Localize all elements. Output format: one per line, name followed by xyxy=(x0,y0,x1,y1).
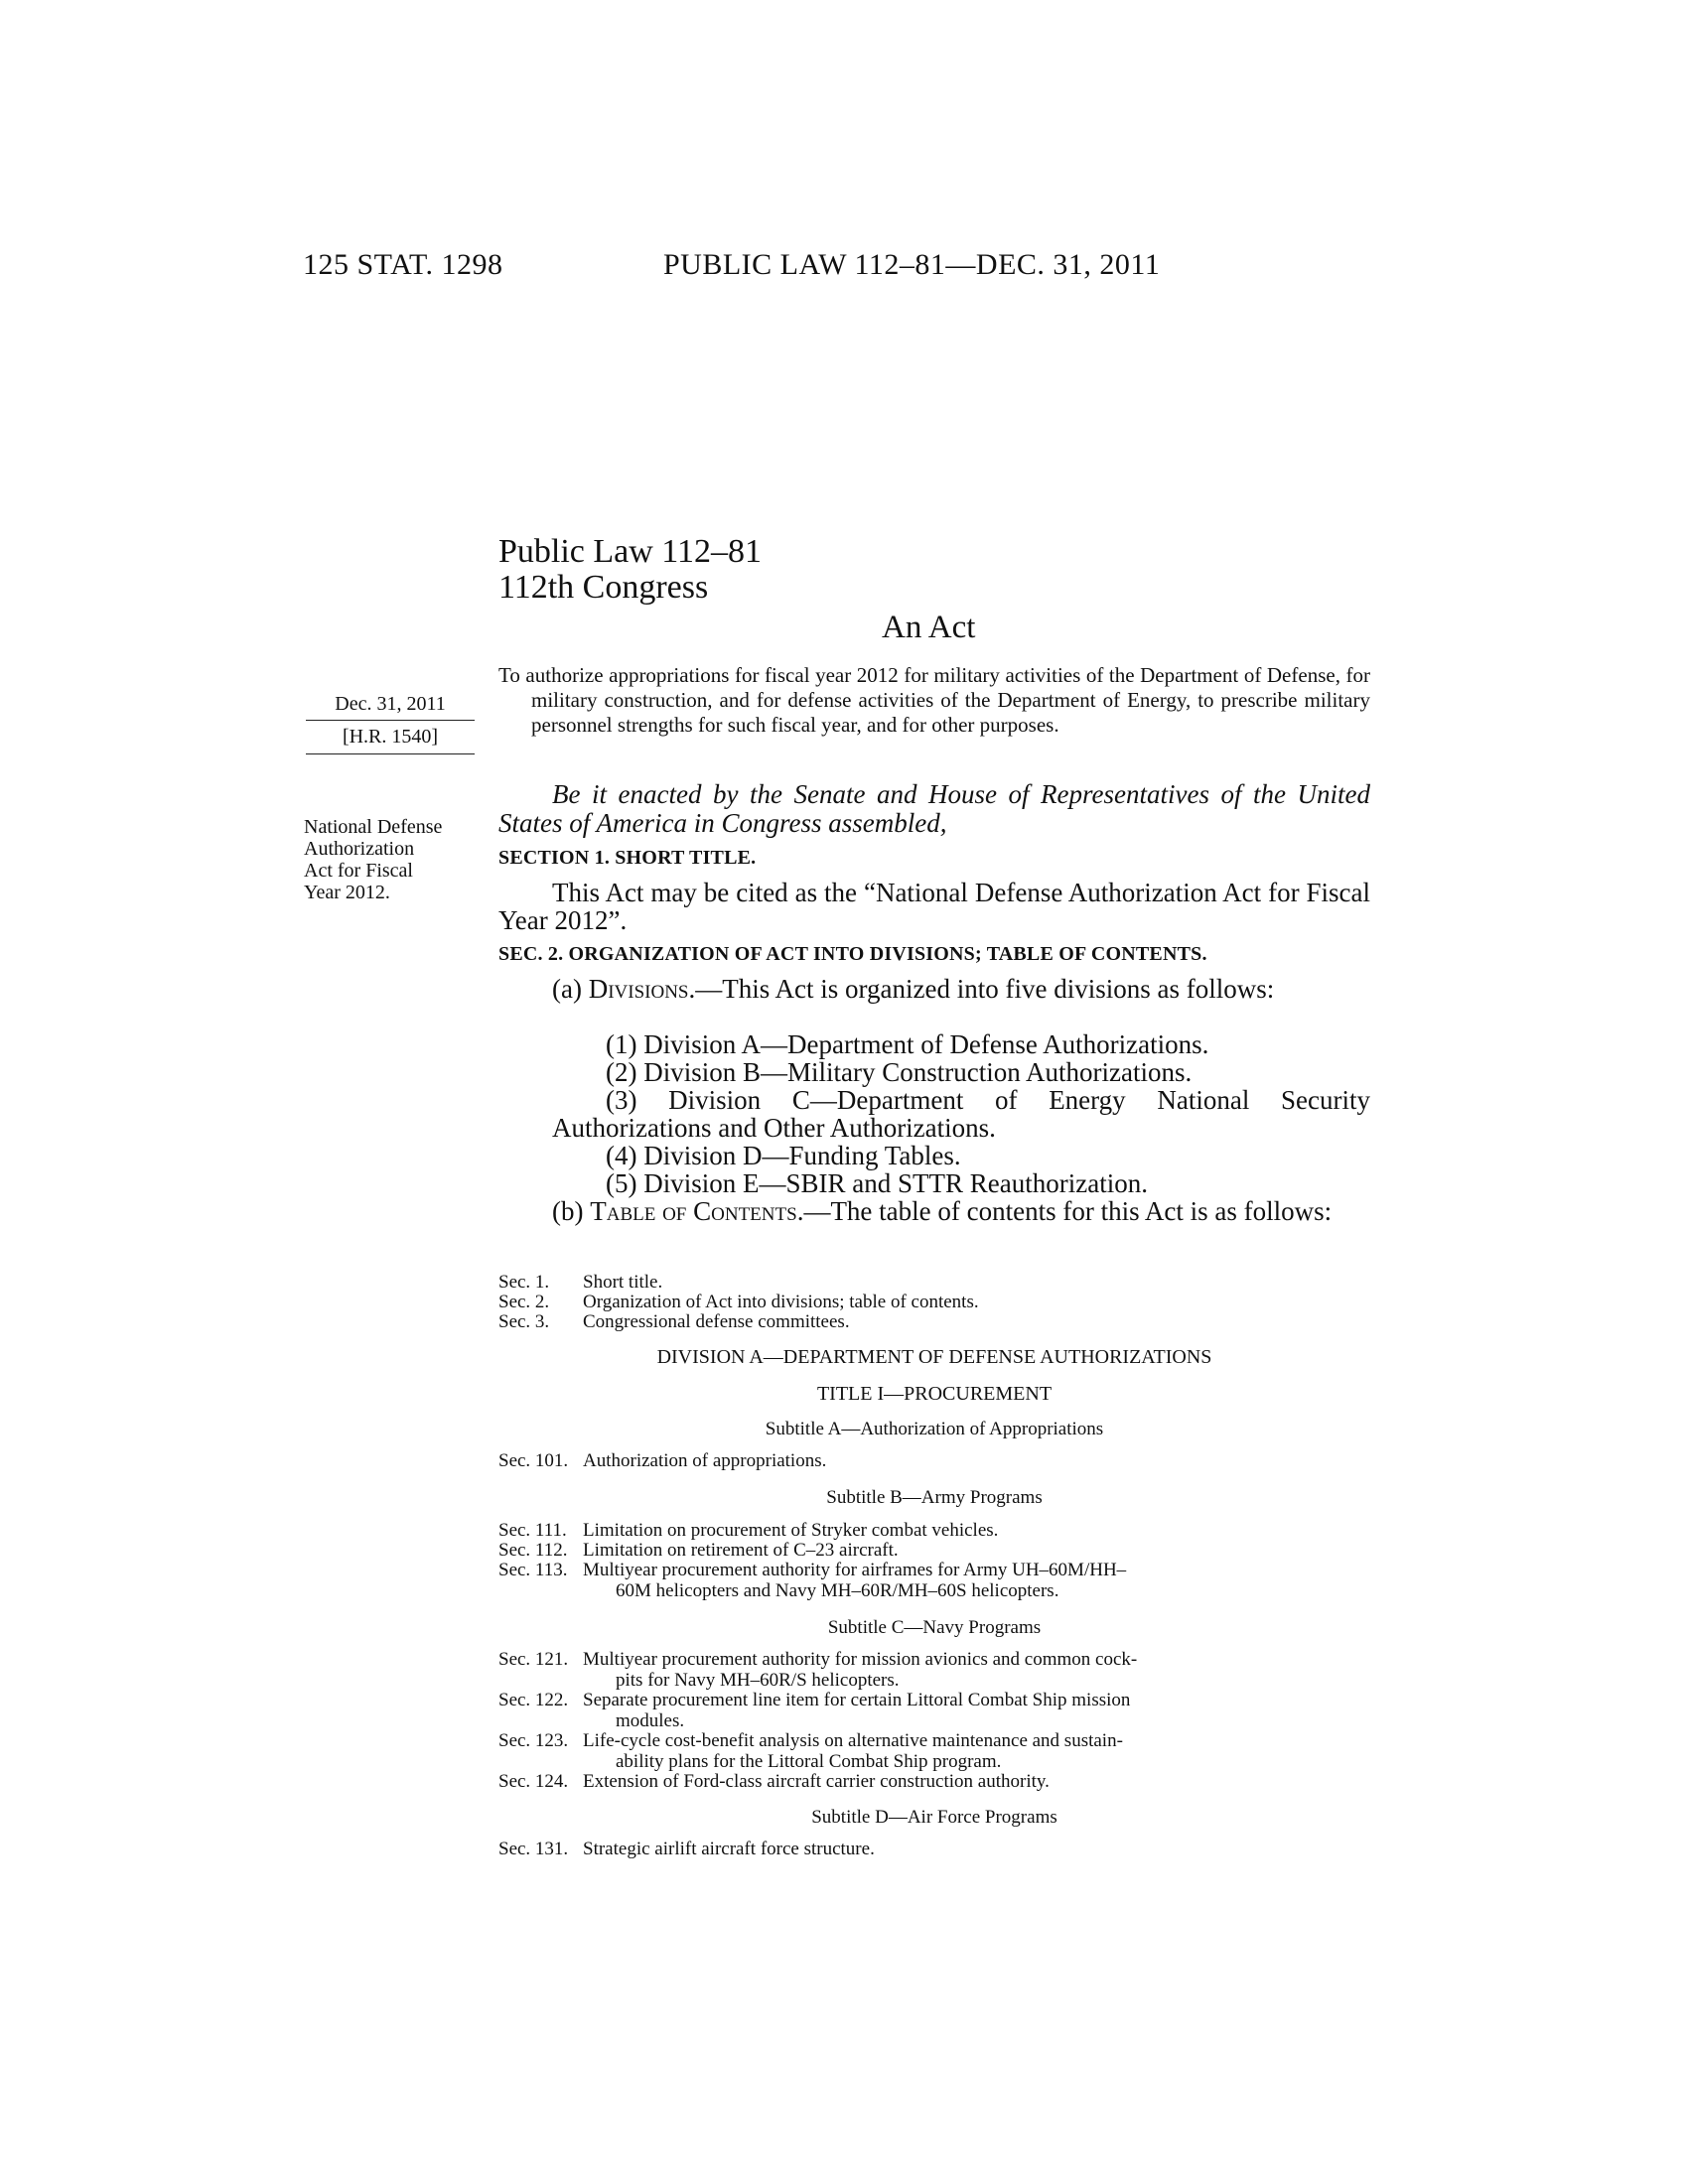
running-header-law-cite: PUBLIC LAW 112–81—DEC. 31, 2011 xyxy=(663,248,1161,281)
margin-note-line: Authorization xyxy=(304,838,415,860)
margin-bill-number: [H.R. 1540] xyxy=(306,721,475,754)
toc-division-a-heading: DIVISION A—DEPARTMENT OF DEFENSE AUTHORIZATIONS xyxy=(656,1346,1212,1368)
toc-subtitle-a-heading: Subtitle A—Authorization of Appropriations xyxy=(765,1419,1104,1439)
section-2-subsection-a xyxy=(498,975,1370,1003)
division-item: (3) Division C—Department of Energy National Security Authorizations and Other Authorizations. xyxy=(552,1085,1370,1143)
toc-subtitle-c-heading: Subtitle C—Navy Programs xyxy=(827,1617,1042,1638)
toc-entry: Sec. 113. Multiyear procurement authority for airframes for Army UH–60M/HH– 60M helicopters and Navy MH–60R/MH–60S helicopters. xyxy=(498,1560,1127,1601)
toc-entry: Sec. 131. Strategic airlift aircraft force structure. xyxy=(498,1839,875,1859)
toc-entry: Sec. 111. Limitation on procurement of Stryker combat vehicles. xyxy=(498,1520,999,1541)
enacting-clause xyxy=(498,780,1370,838)
toc-entry: Sec. 101. Authorization of appropriations. xyxy=(498,1450,827,1471)
toc-entry: Sec. 2. Organization of Act into divisions; table of contents. xyxy=(498,1292,979,1312)
public-law-number: Public Law 112–81 xyxy=(498,533,763,570)
division-item: (5) Division E—SBIR and STTR Reauthorization. xyxy=(606,1168,1148,1198)
toc-subtitle-d-heading: Subtitle D—Air Force Programs xyxy=(811,1807,1057,1828)
subsection-a-prefix: (a) xyxy=(552,974,589,1004)
subsection-b-label: Table of Contents xyxy=(590,1196,797,1226)
toc-entry: Sec. 112. Limitation on retirement of C–23 aircraft. xyxy=(498,1540,899,1561)
subsection-b-prefix: (b) xyxy=(552,1196,591,1226)
subsection-a-label: Divisions xyxy=(588,974,689,1004)
division-item: (2) Division B—Military Construction Authorizations. xyxy=(606,1057,1193,1087)
toc-entry: Sec. 3. Congressional defense committees. xyxy=(498,1311,850,1332)
toc-title-i-heading: TITLE I—PROCUREMENT xyxy=(816,1383,1053,1405)
enacting-clause-text: Be it enacted by the Senate and House of Representatives of the United States of America in Congress assembled, xyxy=(498,779,1370,838)
division-list xyxy=(498,1030,1370,1197)
act-purpose-text: To authorize appropriations for fiscal year 2012 for military activities of the Department of Defense, for military construction, and for defense activities of the Department of Energy, to prescribe military personnel strengths for such fiscal year, and for other purposes. xyxy=(498,663,1370,737)
division-item: (1) Division A—Department of Defense Authorizations. xyxy=(606,1029,1209,1059)
margin-short-title-note xyxy=(304,816,473,903)
section-2-subsection-b xyxy=(498,1197,1370,1225)
division-item: (4) Division D—Funding Tables. xyxy=(606,1141,961,1170)
toc-entry: Sec. 1. Short title. xyxy=(498,1272,663,1293)
margin-note-line: National Defense xyxy=(304,816,443,838)
margin-date: Dec. 31, 2011 xyxy=(306,692,475,721)
an-act-heading: An Act xyxy=(882,610,976,645)
margin-date-block xyxy=(306,692,475,754)
congress-number: 112th Congress xyxy=(498,569,709,606)
running-header-page-cite: 125 STAT. 1298 xyxy=(303,248,503,281)
section-2-heading: SEC. 2. ORGANIZATION OF ACT INTO DIVISIONS; TABLE OF CONTENTS. xyxy=(498,943,1207,965)
toc-entry: Sec. 121. Multiyear procurement authority for mission avionics and common cock- pits for Navy MH–60R/S helicopters. xyxy=(498,1649,1138,1691)
margin-note-line: Year 2012. xyxy=(304,882,390,903)
toc-entry: Sec. 123. Life-cycle cost-benefit analysis on alternative maintenance and sustain- ability plans for the Littoral Combat Ship program. xyxy=(498,1730,1123,1772)
subsection-b-text: .—The table of contents for this Act is as follows: xyxy=(796,1196,1333,1226)
toc-subtitle-b-heading: Subtitle B—Army Programs xyxy=(826,1487,1043,1508)
section-1-body xyxy=(498,879,1370,934)
section-1-text: This Act may be cited as the “National Defense Authorization Act for Fiscal Year 2012”. xyxy=(498,878,1370,935)
toc-entry: Sec. 122. Separate procurement line item for certain Littoral Combat Ship mission modules. xyxy=(498,1690,1131,1731)
margin-note-line: Act for Fiscal xyxy=(304,860,413,882)
toc-entry: Sec. 124. Extension of Ford-class aircraft carrier construction authority. xyxy=(498,1771,1050,1792)
subsection-a-text: .—This Act is organized into five divisions as follows: xyxy=(688,974,1275,1004)
section-1-heading: SECTION 1. SHORT TITLE. xyxy=(498,847,757,869)
act-purpose xyxy=(498,663,1370,738)
